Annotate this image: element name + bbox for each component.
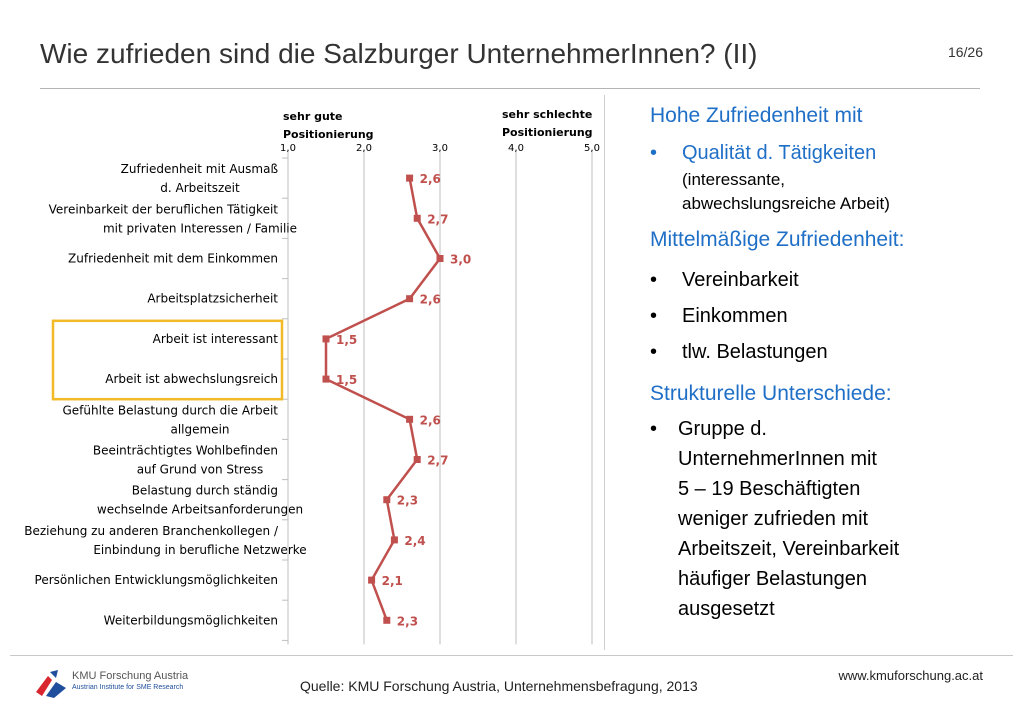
header-left-line1: sehr gute xyxy=(283,110,343,123)
data-point xyxy=(406,175,413,182)
data-label: 2,3 xyxy=(396,614,419,629)
category-label: Gefühlte Belastung durch die Arbeit xyxy=(62,403,278,418)
category-label: wechselnde Arbeitsanforderungen xyxy=(96,502,304,517)
bullet-line: häufiger Belastungen xyxy=(678,568,868,590)
website-link[interactable]: www.kmuforschung.ac.at xyxy=(838,668,983,683)
bullet-line: ausgesetzt xyxy=(678,598,775,620)
data-label: 2,6 xyxy=(419,292,441,307)
list-item: • Einkommen xyxy=(650,298,990,334)
data-point xyxy=(383,496,390,503)
category-label: allgemein xyxy=(170,422,230,437)
section-structural-list xyxy=(650,414,990,624)
title-divider xyxy=(40,88,980,89)
data-label: 2,7 xyxy=(427,212,449,227)
header-left-line2: Positionierung xyxy=(283,128,374,141)
list-item xyxy=(650,138,990,216)
header-right-line2: Positionierung xyxy=(502,126,593,139)
list-item: • tlw. Belastungen xyxy=(650,334,990,370)
series-points xyxy=(323,175,444,624)
kmu-logo-icon xyxy=(34,668,68,700)
category-label: Arbeit ist abwechslungsreich xyxy=(105,372,278,387)
kmu-logo xyxy=(34,668,204,700)
list-item: • Vereinbarkeit xyxy=(650,262,990,298)
list-item xyxy=(650,414,990,624)
data-point xyxy=(414,456,421,463)
data-label: 1,5 xyxy=(336,332,358,347)
category-label: Beeinträchtigtes Wohlbefinden xyxy=(92,443,278,458)
logo-name: KMU Forschung Austria xyxy=(72,670,189,682)
data-point xyxy=(323,335,330,342)
data-point xyxy=(437,255,444,262)
section-high-list xyxy=(650,138,990,216)
bullet-line: Arbeitszeit, Vereinbarkeit xyxy=(678,538,900,560)
category-label: Zufriedenheit mit dem Einkommen xyxy=(68,251,278,266)
category-label: Zufriedenheit mit Ausmaß xyxy=(120,162,278,177)
satisfaction-chart xyxy=(0,95,604,655)
chart-divider xyxy=(604,95,605,650)
bullet-line: • Gruppe d. xyxy=(678,418,767,440)
category-label: Weiterbildungsmöglichkeiten xyxy=(103,613,278,628)
bullet-note: abwechslungsreiche Arbeit) xyxy=(682,194,890,213)
category-label: mit privaten Interessen / Familie xyxy=(102,221,298,236)
category-label: Belastung durch ständig xyxy=(131,483,278,498)
series-line xyxy=(326,178,440,620)
category-label: Persönlichen Entwicklungsmöglichkeiten xyxy=(34,573,278,588)
bullet-text: Qualität d. Tätigkeiten xyxy=(682,142,877,164)
summary-panel xyxy=(650,102,990,624)
chart-header xyxy=(283,108,593,141)
data-point xyxy=(391,536,398,543)
data-point xyxy=(414,215,421,222)
x-tick-label: 1,0 xyxy=(280,143,296,154)
data-label: 2,1 xyxy=(381,574,403,589)
data-label: 1,5 xyxy=(336,373,358,388)
x-tick-label: 5,0 xyxy=(584,143,600,154)
category-label: auf Grund von Stress xyxy=(136,462,264,477)
data-point xyxy=(368,577,375,584)
footer-divider xyxy=(10,655,1013,656)
category-labels xyxy=(24,162,306,627)
bullet-line: 5 – 19 Beschäftigten xyxy=(678,478,861,500)
data-label: 3,0 xyxy=(450,252,472,267)
x-axis-ticks xyxy=(280,143,600,154)
category-label: Arbeit ist interessant xyxy=(152,331,278,346)
section-medium-heading: Mittelmäßige Zufriedenheit: xyxy=(650,228,905,251)
data-label: 2,4 xyxy=(404,533,426,548)
category-label: Einbindung in berufliche Netzwerke xyxy=(93,542,307,557)
section-high-heading: Hohe Zufriedenheit mit xyxy=(650,104,863,127)
data-label: 2,6 xyxy=(419,413,441,428)
category-label: Arbeitsplatzsicherheit xyxy=(147,291,278,306)
data-point xyxy=(406,295,413,302)
category-label: Beziehung zu anderen Branchenkollegen / xyxy=(24,523,278,538)
data-point xyxy=(323,376,330,383)
x-tick-label: 2,0 xyxy=(356,143,372,154)
header-right-line1: sehr schlechte xyxy=(502,108,593,121)
data-label: 2,3 xyxy=(396,493,419,508)
bullet-line: UnternehmerInnen mit xyxy=(678,448,877,470)
category-label: d. Arbeitszeit xyxy=(160,181,240,196)
slide-title: Wie zufrieden sind die Salzburger UnternehmerInnen? (II) xyxy=(40,38,758,69)
data-point xyxy=(383,617,390,624)
bullet-line: weniger zufrieden mit xyxy=(678,508,869,530)
source-note: Quelle: KMU Forschung Austria, Unternehmensbefragung, 2013 xyxy=(300,678,698,694)
data-point xyxy=(406,416,413,423)
page-number: 16/26 xyxy=(947,44,983,60)
logo-subtitle: Austrian Institute for SME Research xyxy=(72,684,184,691)
bullet-note: (interessante, xyxy=(682,170,785,189)
data-labels xyxy=(336,172,471,628)
data-label: 2,6 xyxy=(419,172,441,187)
section-medium-list xyxy=(650,262,990,370)
section-structural-heading: Strukturelle Unterschiede: xyxy=(650,382,892,405)
data-label: 2,7 xyxy=(427,453,449,468)
x-tick-label: 4,0 xyxy=(508,143,524,154)
category-label: Vereinbarkeit der beruflichen Tätigkeit xyxy=(48,202,278,217)
x-tick-label: 3,0 xyxy=(432,143,448,154)
